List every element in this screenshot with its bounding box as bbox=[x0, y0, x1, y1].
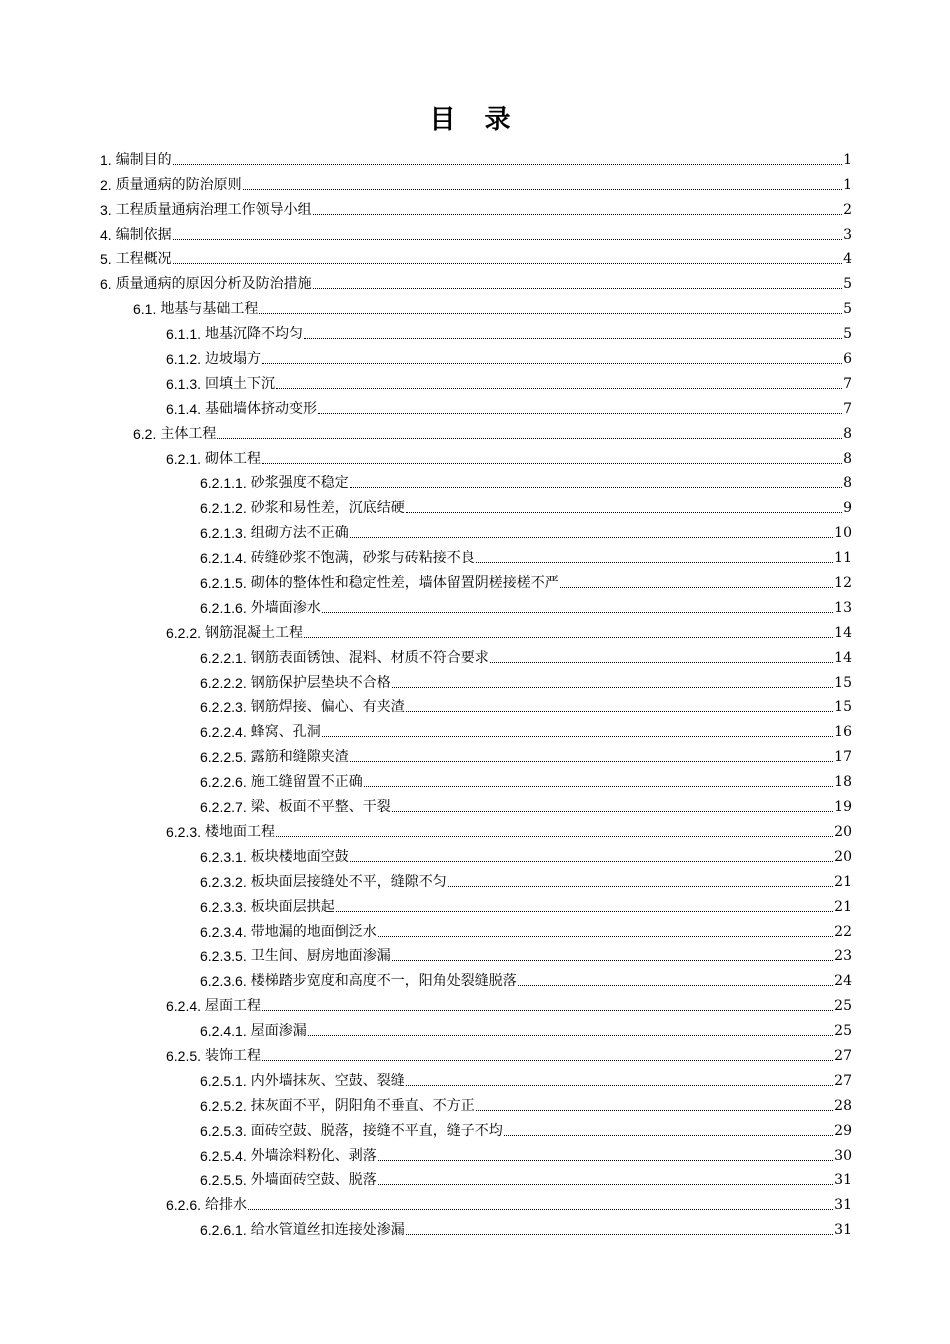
toc-dot-leader bbox=[406, 711, 833, 712]
toc-entry[interactable] bbox=[100, 668, 852, 693]
toc-entry-number: 6.2.3.5. bbox=[200, 948, 247, 965]
toc-entry[interactable] bbox=[100, 1066, 852, 1091]
toc-dot-leader bbox=[392, 811, 833, 812]
toc-entry-title: 工程概况 bbox=[115, 251, 172, 268]
toc-entry-page-number: 9 bbox=[843, 500, 852, 517]
toc-entry-number: 6.2.2.6. bbox=[200, 774, 247, 791]
toc-entry-title: 给水管道丝扣连接处渗漏 bbox=[250, 1222, 405, 1239]
toc-dot-leader bbox=[173, 164, 842, 165]
toc-entry-number: 5. bbox=[100, 251, 112, 268]
toc-entry-title: 面砖空鼓、脱落，接缝不平直，缝子不均 bbox=[250, 1122, 503, 1139]
toc-dot-leader bbox=[318, 413, 842, 414]
toc-entry-title: 楼梯踏步宽度和高度不一，阳角处裂缝脱落 bbox=[250, 973, 517, 990]
toc-entry[interactable] bbox=[100, 792, 852, 817]
toc-entry[interactable] bbox=[100, 618, 852, 643]
toc-entry[interactable] bbox=[100, 1166, 852, 1191]
toc-entry-page-number: 21 bbox=[834, 873, 852, 890]
toc-entry-title: 基础墙体挤动变形 bbox=[205, 400, 318, 417]
toc-entry-page-number: 22 bbox=[834, 923, 852, 940]
toc-entry[interactable] bbox=[100, 1041, 852, 1066]
toc-entry-page-number: 8 bbox=[843, 475, 852, 492]
toc-entry[interactable] bbox=[100, 195, 852, 220]
toc-entry-number: 6.2.2.1. bbox=[200, 649, 247, 666]
toc-dot-leader bbox=[313, 214, 842, 215]
toc-entry-page-number: 23 bbox=[834, 948, 852, 965]
toc-entry-title: 带地漏的地面倒泛水 bbox=[250, 923, 377, 940]
toc-entry[interactable] bbox=[100, 767, 852, 792]
toc-entry-page-number: 4 bbox=[843, 251, 852, 268]
toc-entry-number: 6.2.1.4. bbox=[200, 550, 247, 567]
toc-entry[interactable] bbox=[100, 867, 852, 892]
toc-dot-leader bbox=[259, 313, 842, 314]
toc-entry-number: 6.2.3.6. bbox=[200, 973, 247, 990]
toc-dot-leader bbox=[243, 189, 842, 190]
toc-entry-page-number: 25 bbox=[834, 1023, 852, 1040]
toc-entry-number: 6.2.5.2. bbox=[200, 1097, 247, 1114]
toc-entry-page-number: 27 bbox=[834, 1072, 852, 1089]
toc-entry[interactable] bbox=[100, 742, 852, 767]
toc-dot-leader bbox=[313, 288, 842, 289]
toc-entry-number: 6.2.5.3. bbox=[200, 1122, 247, 1139]
toc-dot-leader bbox=[518, 985, 833, 986]
toc-entry-page-number: 2 bbox=[843, 201, 852, 218]
toc-entry-number: 6.2.5. bbox=[166, 1047, 202, 1064]
toc-dot-leader bbox=[173, 239, 842, 240]
toc-entry[interactable] bbox=[100, 966, 852, 991]
toc-dot-leader bbox=[322, 612, 833, 613]
toc-entry-number: 4. bbox=[100, 226, 112, 243]
toc-entry[interactable] bbox=[100, 817, 852, 842]
toc-dot-leader bbox=[378, 1160, 833, 1161]
toc-entry[interactable] bbox=[100, 643, 852, 668]
toc-entry-title: 蜂窝、孔洞 bbox=[250, 724, 321, 741]
toc-entry-number: 6.2.3.4. bbox=[200, 923, 247, 940]
toc-entry-number: 6.1.2. bbox=[166, 351, 202, 368]
toc-entry-title: 板块楼地面空鼓 bbox=[250, 848, 349, 865]
toc-entry[interactable] bbox=[100, 294, 852, 319]
toc-entry[interactable] bbox=[100, 145, 852, 170]
toc-entry-page-number: 28 bbox=[834, 1097, 852, 1114]
toc-entry-title: 屋面渗漏 bbox=[250, 1023, 307, 1040]
toc-entry-title: 内外墙抹灰、空鼓、裂缝 bbox=[250, 1072, 405, 1089]
toc-entry-title: 地基与基础工程 bbox=[160, 301, 259, 318]
toc-entry[interactable] bbox=[100, 568, 852, 593]
toc-entry-number: 6.1.3. bbox=[166, 375, 202, 392]
toc-entry[interactable] bbox=[100, 469, 852, 494]
toc-entry-page-number: 3 bbox=[843, 226, 852, 243]
toc-dot-leader bbox=[406, 512, 842, 513]
toc-entry-page-number: 15 bbox=[834, 699, 852, 716]
toc-dot-leader bbox=[304, 637, 833, 638]
toc-entry-title: 质量通病的防治原则 bbox=[115, 176, 242, 193]
toc-entry-title: 钢筋焊接、偏心、有夹渣 bbox=[250, 699, 405, 716]
toc-entry-title: 地基沉降不均匀 bbox=[205, 326, 304, 343]
toc-dot-leader bbox=[262, 1060, 833, 1061]
toc-dot-leader bbox=[504, 1135, 833, 1136]
toc-entry[interactable] bbox=[100, 1116, 852, 1141]
toc-entry-title: 编制目的 bbox=[115, 151, 172, 168]
toc-entry-number: 3. bbox=[100, 201, 112, 218]
toc-entry-page-number: 10 bbox=[834, 525, 852, 542]
toc-entry-number: 6.1. bbox=[133, 301, 157, 318]
toc-entry-title: 施工缝留置不正确 bbox=[250, 774, 363, 791]
toc-entry-number: 2. bbox=[100, 176, 112, 193]
toc-entry-title: 装饰工程 bbox=[205, 1047, 262, 1064]
toc-entry-page-number: 17 bbox=[834, 749, 852, 766]
toc-entry-page-number: 20 bbox=[834, 823, 852, 840]
toc-entry-page-number: 31 bbox=[834, 1197, 852, 1214]
toc-entry-number: 6.2.2.2. bbox=[200, 674, 247, 691]
toc-entry-page-number: 8 bbox=[843, 450, 852, 467]
toc-entry-page-number: 30 bbox=[834, 1147, 852, 1164]
toc-entry-number: 6.2.2.4. bbox=[200, 724, 247, 741]
toc-dot-leader bbox=[248, 1209, 833, 1210]
toc-entry[interactable] bbox=[100, 394, 852, 419]
toc-entry-number: 6.2.1.3. bbox=[200, 525, 247, 542]
toc-dot-leader bbox=[308, 1035, 833, 1036]
toc-entry-title: 工程质量通病治理工作领导小组 bbox=[115, 201, 312, 218]
toc-entry-title: 质量通病的原因分析及防治措施 bbox=[115, 276, 312, 293]
toc-dot-leader bbox=[350, 487, 842, 488]
toc-entry-title: 边坡塌方 bbox=[205, 351, 262, 368]
toc-entry-number: 6.2.5.5. bbox=[200, 1172, 247, 1189]
toc-entry-number: 6.2.1.6. bbox=[200, 599, 247, 616]
toc-entry[interactable] bbox=[100, 493, 852, 518]
toc-entry-title: 砂浆和易性差，沉底结硬 bbox=[250, 500, 405, 517]
toc-entry-number: 6.2.2. bbox=[166, 624, 202, 641]
toc-entry[interactable] bbox=[100, 593, 852, 618]
toc-entry[interactable] bbox=[100, 1190, 852, 1215]
toc-entry-title: 屋面工程 bbox=[205, 998, 262, 1015]
toc-entry-page-number: 7 bbox=[843, 375, 852, 392]
toc-dot-leader bbox=[476, 562, 833, 563]
toc-entry-page-number: 15 bbox=[834, 674, 852, 691]
toc-dot-leader bbox=[378, 936, 833, 937]
toc-entry-title: 外墙面砖空鼓、脱落 bbox=[250, 1172, 377, 1189]
toc-entry-number: 6.2.2.3. bbox=[200, 699, 247, 716]
toc-entry-number: 6.2.3.2. bbox=[200, 873, 247, 890]
toc-entry[interactable] bbox=[100, 419, 852, 444]
toc-entry[interactable] bbox=[100, 991, 852, 1016]
toc-entry[interactable] bbox=[100, 344, 852, 369]
toc-entry[interactable] bbox=[100, 1141, 852, 1166]
toc-entry-page-number: 31 bbox=[834, 1222, 852, 1239]
toc-entry[interactable] bbox=[100, 717, 852, 742]
toc-entry-number: 6.2.5.1. bbox=[200, 1072, 247, 1089]
toc-entry-page-number: 7 bbox=[843, 400, 852, 417]
toc-title: 目 录 bbox=[429, 105, 521, 135]
toc-dot-leader bbox=[173, 263, 842, 264]
toc-entry-page-number: 1 bbox=[843, 176, 852, 193]
toc-entry[interactable] bbox=[100, 693, 852, 718]
toc-entry-title: 钢筋保护层垫块不合格 bbox=[250, 674, 391, 691]
toc-dot-leader bbox=[276, 388, 842, 389]
toc-entry-number: 6.2.4. bbox=[166, 998, 202, 1015]
toc-entry-page-number: 5 bbox=[843, 301, 852, 318]
toc-entry-page-number: 24 bbox=[834, 973, 852, 990]
toc-dot-leader bbox=[392, 960, 833, 961]
toc-entry[interactable] bbox=[100, 369, 852, 394]
toc-dot-leader bbox=[392, 687, 833, 688]
toc-entry-title: 外墙涂料粉化、剥落 bbox=[250, 1147, 377, 1164]
toc-entry-page-number: 6 bbox=[843, 351, 852, 368]
toc-entry-title: 梁、板面不平整、干裂 bbox=[250, 799, 391, 816]
toc-entry[interactable] bbox=[100, 1091, 852, 1116]
toc-entry-number: 6.2.1. bbox=[166, 450, 202, 467]
toc-entry[interactable] bbox=[100, 892, 852, 917]
toc-dot-leader bbox=[262, 463, 842, 464]
toc-dot-leader bbox=[322, 736, 833, 737]
toc-entry-title: 砖缝砂浆不饱满，砂浆与砖粘接不良 bbox=[250, 550, 475, 567]
toc-dot-leader bbox=[276, 836, 833, 837]
toc-entry-title: 编制依据 bbox=[115, 226, 172, 243]
toc-entry-number: 6.2.1.5. bbox=[200, 575, 247, 592]
toc-dot-leader bbox=[304, 338, 842, 339]
toc-entry-number: 6.2.4.1. bbox=[200, 1023, 247, 1040]
toc-entry-page-number: 21 bbox=[834, 898, 852, 915]
toc-entry-title: 楼地面工程 bbox=[205, 823, 276, 840]
toc-dot-leader bbox=[262, 363, 842, 364]
toc-entry-page-number: 18 bbox=[834, 774, 852, 791]
toc-dot-leader bbox=[350, 861, 833, 862]
toc-dot-leader bbox=[336, 911, 833, 912]
toc-entry[interactable] bbox=[100, 942, 852, 967]
toc-dot-leader bbox=[490, 662, 833, 663]
toc-entry-page-number: 14 bbox=[834, 649, 852, 666]
toc-dot-leader bbox=[364, 786, 833, 787]
toc-entry-title: 抹灰面不平，阴阳角不垂直、不方正 bbox=[250, 1097, 475, 1114]
toc-dot-leader bbox=[476, 1110, 833, 1111]
toc-entry-page-number: 11 bbox=[834, 550, 852, 567]
toc-dot-leader bbox=[560, 587, 833, 588]
toc-entry-number: 6.1.1. bbox=[166, 326, 202, 343]
toc-entry[interactable] bbox=[100, 917, 852, 942]
toc-dot-leader bbox=[350, 761, 833, 762]
toc-entry[interactable] bbox=[100, 518, 852, 543]
toc-entry-number: 6.2.3. bbox=[166, 823, 202, 840]
toc-dot-leader bbox=[448, 886, 833, 887]
toc-entry-title: 外墙面渗水 bbox=[250, 599, 321, 616]
toc-entry-title: 露筋和缝隙夹渣 bbox=[250, 749, 349, 766]
toc-entry-page-number: 20 bbox=[834, 848, 852, 865]
toc-dot-leader bbox=[262, 1010, 833, 1011]
toc-entry[interactable] bbox=[100, 170, 852, 195]
toc-entry-page-number: 1 bbox=[843, 151, 852, 168]
toc-entry-number: 6.2.3.1. bbox=[200, 848, 247, 865]
toc-entry-number: 1. bbox=[100, 151, 112, 168]
toc-entry[interactable] bbox=[100, 842, 852, 867]
toc-entry[interactable] bbox=[100, 220, 852, 245]
toc-entry-title: 卫生间、厨房地面渗漏 bbox=[250, 948, 391, 965]
toc-entry-page-number: 12 bbox=[834, 575, 852, 592]
toc-entry-number: 6.2.6.1. bbox=[200, 1222, 247, 1239]
toc-entry-page-number: 8 bbox=[843, 425, 852, 442]
toc-entry[interactable] bbox=[100, 319, 852, 344]
toc-entry-page-number: 14 bbox=[834, 624, 852, 641]
toc-list bbox=[100, 145, 852, 1240]
toc-entry-page-number: 31 bbox=[834, 1172, 852, 1189]
toc-entry-title: 组砌方法不正确 bbox=[250, 525, 349, 542]
toc-entry[interactable] bbox=[100, 543, 852, 568]
toc-entry-title: 钢筋混凝土工程 bbox=[205, 624, 304, 641]
toc-dot-leader bbox=[378, 1184, 833, 1185]
toc-entry-title: 板块面层拱起 bbox=[250, 898, 335, 915]
toc-entry-title: 砌体工程 bbox=[205, 450, 262, 467]
toc-entry-title: 砂浆强度不稳定 bbox=[250, 475, 349, 492]
toc-entry-page-number: 5 bbox=[843, 326, 852, 343]
toc-entry-page-number: 27 bbox=[834, 1047, 852, 1064]
toc-entry[interactable] bbox=[100, 1215, 852, 1240]
toc-entry-number: 6.1.4. bbox=[166, 400, 202, 417]
toc-dot-leader bbox=[350, 537, 833, 538]
toc-entry-title: 主体工程 bbox=[160, 425, 217, 442]
toc-entry-title: 钢筋表面锈蚀、混料、材质不符合要求 bbox=[250, 649, 489, 666]
toc-entry-title: 板块面层接缝处不平，缝隙不匀 bbox=[250, 873, 447, 890]
toc-entry[interactable] bbox=[100, 444, 852, 469]
toc-entry-number: 6.2.5.4. bbox=[200, 1147, 247, 1164]
toc-entry-title: 砌体的整体性和稳定性差，墙体留置阴槎接槎不严 bbox=[250, 575, 559, 592]
toc-dot-leader bbox=[406, 1234, 833, 1235]
toc-entry-number: 6.2.3.3. bbox=[200, 898, 247, 915]
toc-entry-number: 6.2.6. bbox=[166, 1197, 202, 1214]
toc-dot-leader bbox=[217, 438, 842, 439]
toc-entry-number: 6.2.2.5. bbox=[200, 749, 247, 766]
toc-entry[interactable] bbox=[100, 269, 852, 294]
toc-entry-number: 6.2.2.7. bbox=[200, 799, 247, 816]
toc-entry-page-number: 19 bbox=[834, 799, 852, 816]
toc-dot-leader bbox=[406, 1085, 833, 1086]
toc-entry-title: 给排水 bbox=[205, 1197, 248, 1214]
toc-entry-page-number: 16 bbox=[834, 724, 852, 741]
toc-entry-page-number: 5 bbox=[843, 276, 852, 293]
toc-entry-number: 6. bbox=[100, 276, 112, 293]
toc-entry-page-number: 25 bbox=[834, 998, 852, 1015]
toc-entry-number: 6.2. bbox=[133, 425, 157, 442]
toc-entry-number: 6.2.1.2. bbox=[200, 500, 247, 517]
toc-entry-page-number: 13 bbox=[834, 599, 852, 616]
toc-entry-page-number: 29 bbox=[834, 1122, 852, 1139]
toc-entry-title: 回填土下沉 bbox=[205, 375, 276, 392]
toc-entry[interactable] bbox=[100, 1016, 852, 1041]
toc-entry-number: 6.2.1.1. bbox=[200, 475, 247, 492]
toc-entry[interactable] bbox=[100, 245, 852, 270]
